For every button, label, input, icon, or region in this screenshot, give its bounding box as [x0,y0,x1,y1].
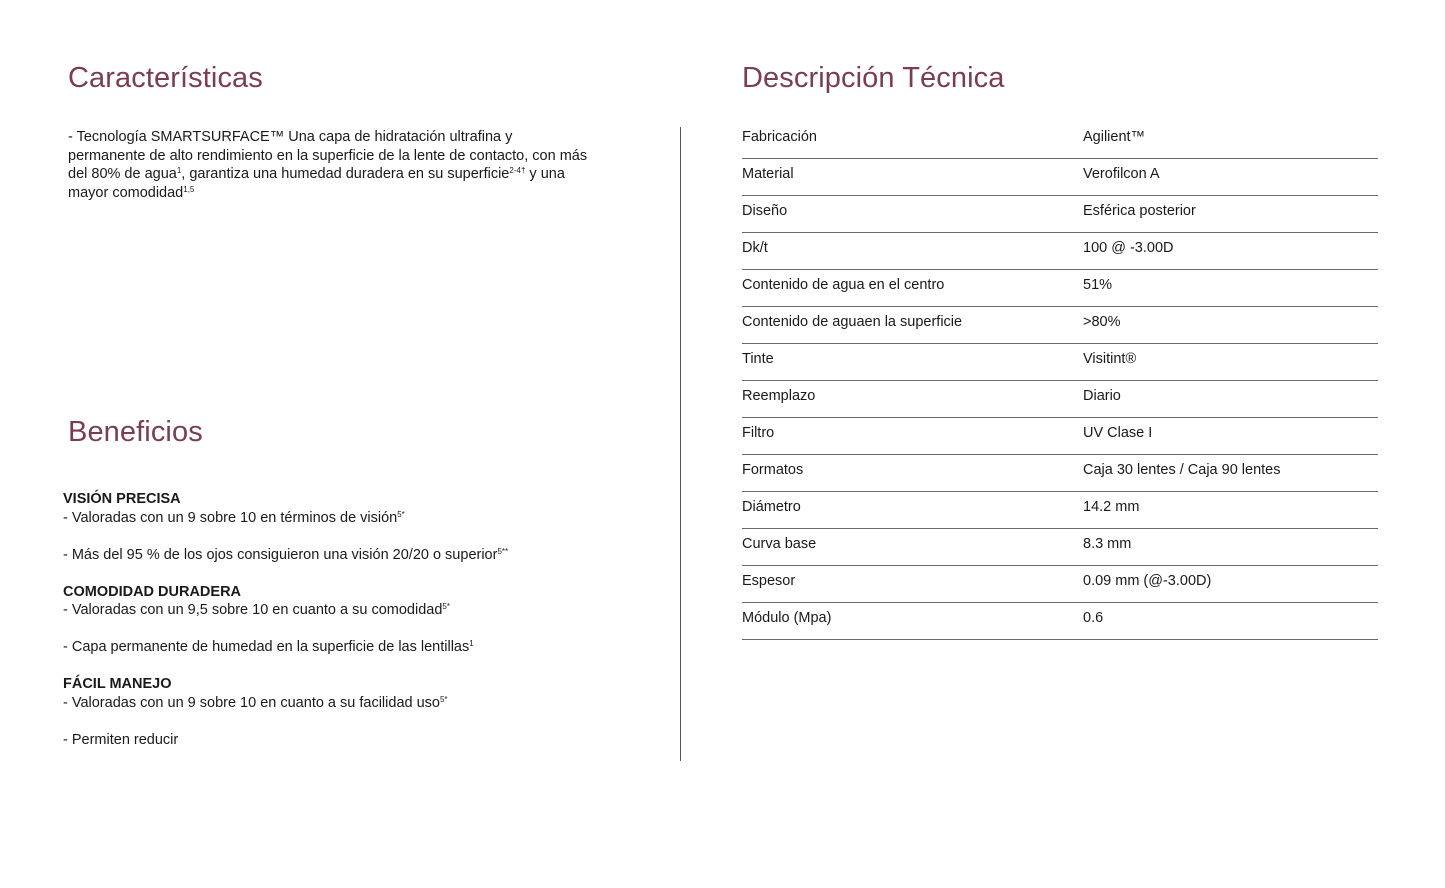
benefit-line-text: - Permiten reducir [63,731,179,748]
footnote-ref: 1 [469,639,474,648]
spec-row [742,603,1378,640]
spec-row [742,159,1378,196]
spec-key: Filtro [742,425,775,441]
benefit-line-text: - Valoradas con un 9 sobre 10 en términos de visión [63,509,398,526]
spec-row [742,233,1378,270]
spec-value: 100 @ -3.00D [1083,240,1174,256]
benefit-group-title: COMODIDAD DURADERA [63,583,242,600]
spec-row [742,307,1378,344]
spec-value: Diario [1083,388,1121,404]
spec-row [742,344,1378,381]
caracteristicas-text-part3: y una mayor comodidad [68,166,565,201]
benefit-line-text: - Valoradas con un 9 sobre 10 en cuanto a su facilidad uso [63,694,440,711]
spec-value: 51% [1083,277,1113,293]
spec-value: Caja 30 lentes / Caja 90 lentes [1083,462,1281,478]
spec-row [742,455,1378,492]
benefit-group-title: VISIÓN PRECISA [63,491,181,507]
spec-value: Esférica posterior [1083,203,1196,219]
spec-key: Fabricación [742,129,817,145]
footnote-ref: 5* [442,602,450,611]
spec-row [742,529,1378,566]
spec-value: 0.09 mm (@-3.00D) [1083,573,1212,589]
spec-value: 8.3 mm [1083,536,1132,552]
footnote-ref: 5* [439,694,448,704]
spec-value: 0.6 [1083,610,1104,626]
spec-value: 14.2 mm [1083,499,1140,515]
spec-key: Diámetro [742,499,801,515]
spec-key: Diseño [742,203,788,219]
spec-key: Curva base [742,536,817,552]
footnote-ref: 5* [397,509,405,519]
column-divider [680,127,681,761]
benefit-line-text: - Capa permanente de humedad en la superficie de las lentillas [63,639,470,655]
spec-row [742,122,1378,159]
spec-key: Contenido de aguaen la superficie [742,314,963,330]
benefit-line [63,731,623,750]
spec-value: Visitint® [1083,351,1137,367]
spec-value: UV Clase I [1083,425,1153,441]
spec-key: Dk/t [742,240,768,256]
caracteristicas-text [68,128,593,202]
caracteristicas-text-part2: , garantiza una humedad duradera en su superficie [181,166,510,182]
footnote-ref: 5** [497,546,509,556]
spec-key: Contenido de agua en el centro [742,277,945,293]
spec-key: Tinte [742,351,774,367]
caracteristicas-heading: Características [68,62,263,94]
beneficios-heading: Beneficios [68,416,203,448]
spec-value: >80% [1083,314,1121,330]
footnote-ref: 1,5 [183,184,195,194]
caracteristicas-text-part1: - Tecnología SMARTSURFACE™ Una capa de hidratación ultrafina y permanente de alto rendimiento en la superficie de la lente de contacto, con más del 80% de agua [68,129,588,182]
spec-value: Agilient™ [1083,129,1146,145]
spec-key: Reemplazo [742,388,816,404]
benefit-line [63,694,623,713]
spec-key: Espesor [742,573,796,589]
spec-row [742,381,1378,418]
spec-row [742,270,1378,307]
benefit-line [63,601,623,620]
spec-key: Módulo (Mpa) [742,610,832,626]
descripcion-tecnica-heading: Descripción Técnica [742,62,1005,94]
spec-row [742,492,1378,529]
spec-key: Material [742,166,794,182]
footnote-ref: 2-4† [509,166,526,175]
spec-value: Verofilcon A [1083,166,1160,182]
spec-row [742,196,1378,233]
spec-row [742,418,1378,455]
benefit-group-title: FÁCIL MANEJO [63,676,172,692]
benefit-line [63,546,623,565]
spec-row [742,566,1378,603]
benefit-line [63,509,623,528]
benefit-line [63,638,623,657]
spec-table [742,122,1378,640]
spec-key: Formatos [742,462,804,478]
footnote-ref: 1 [176,166,182,175]
benefit-line-text: - Más del 95 % de los ojos consiguieron una visión 20/20 o superior [63,546,498,563]
benefit-line-text: - Valoradas con un 9,5 sobre 10 en cuanto a su comodidad [63,602,443,618]
beneficios-list [63,490,623,749]
